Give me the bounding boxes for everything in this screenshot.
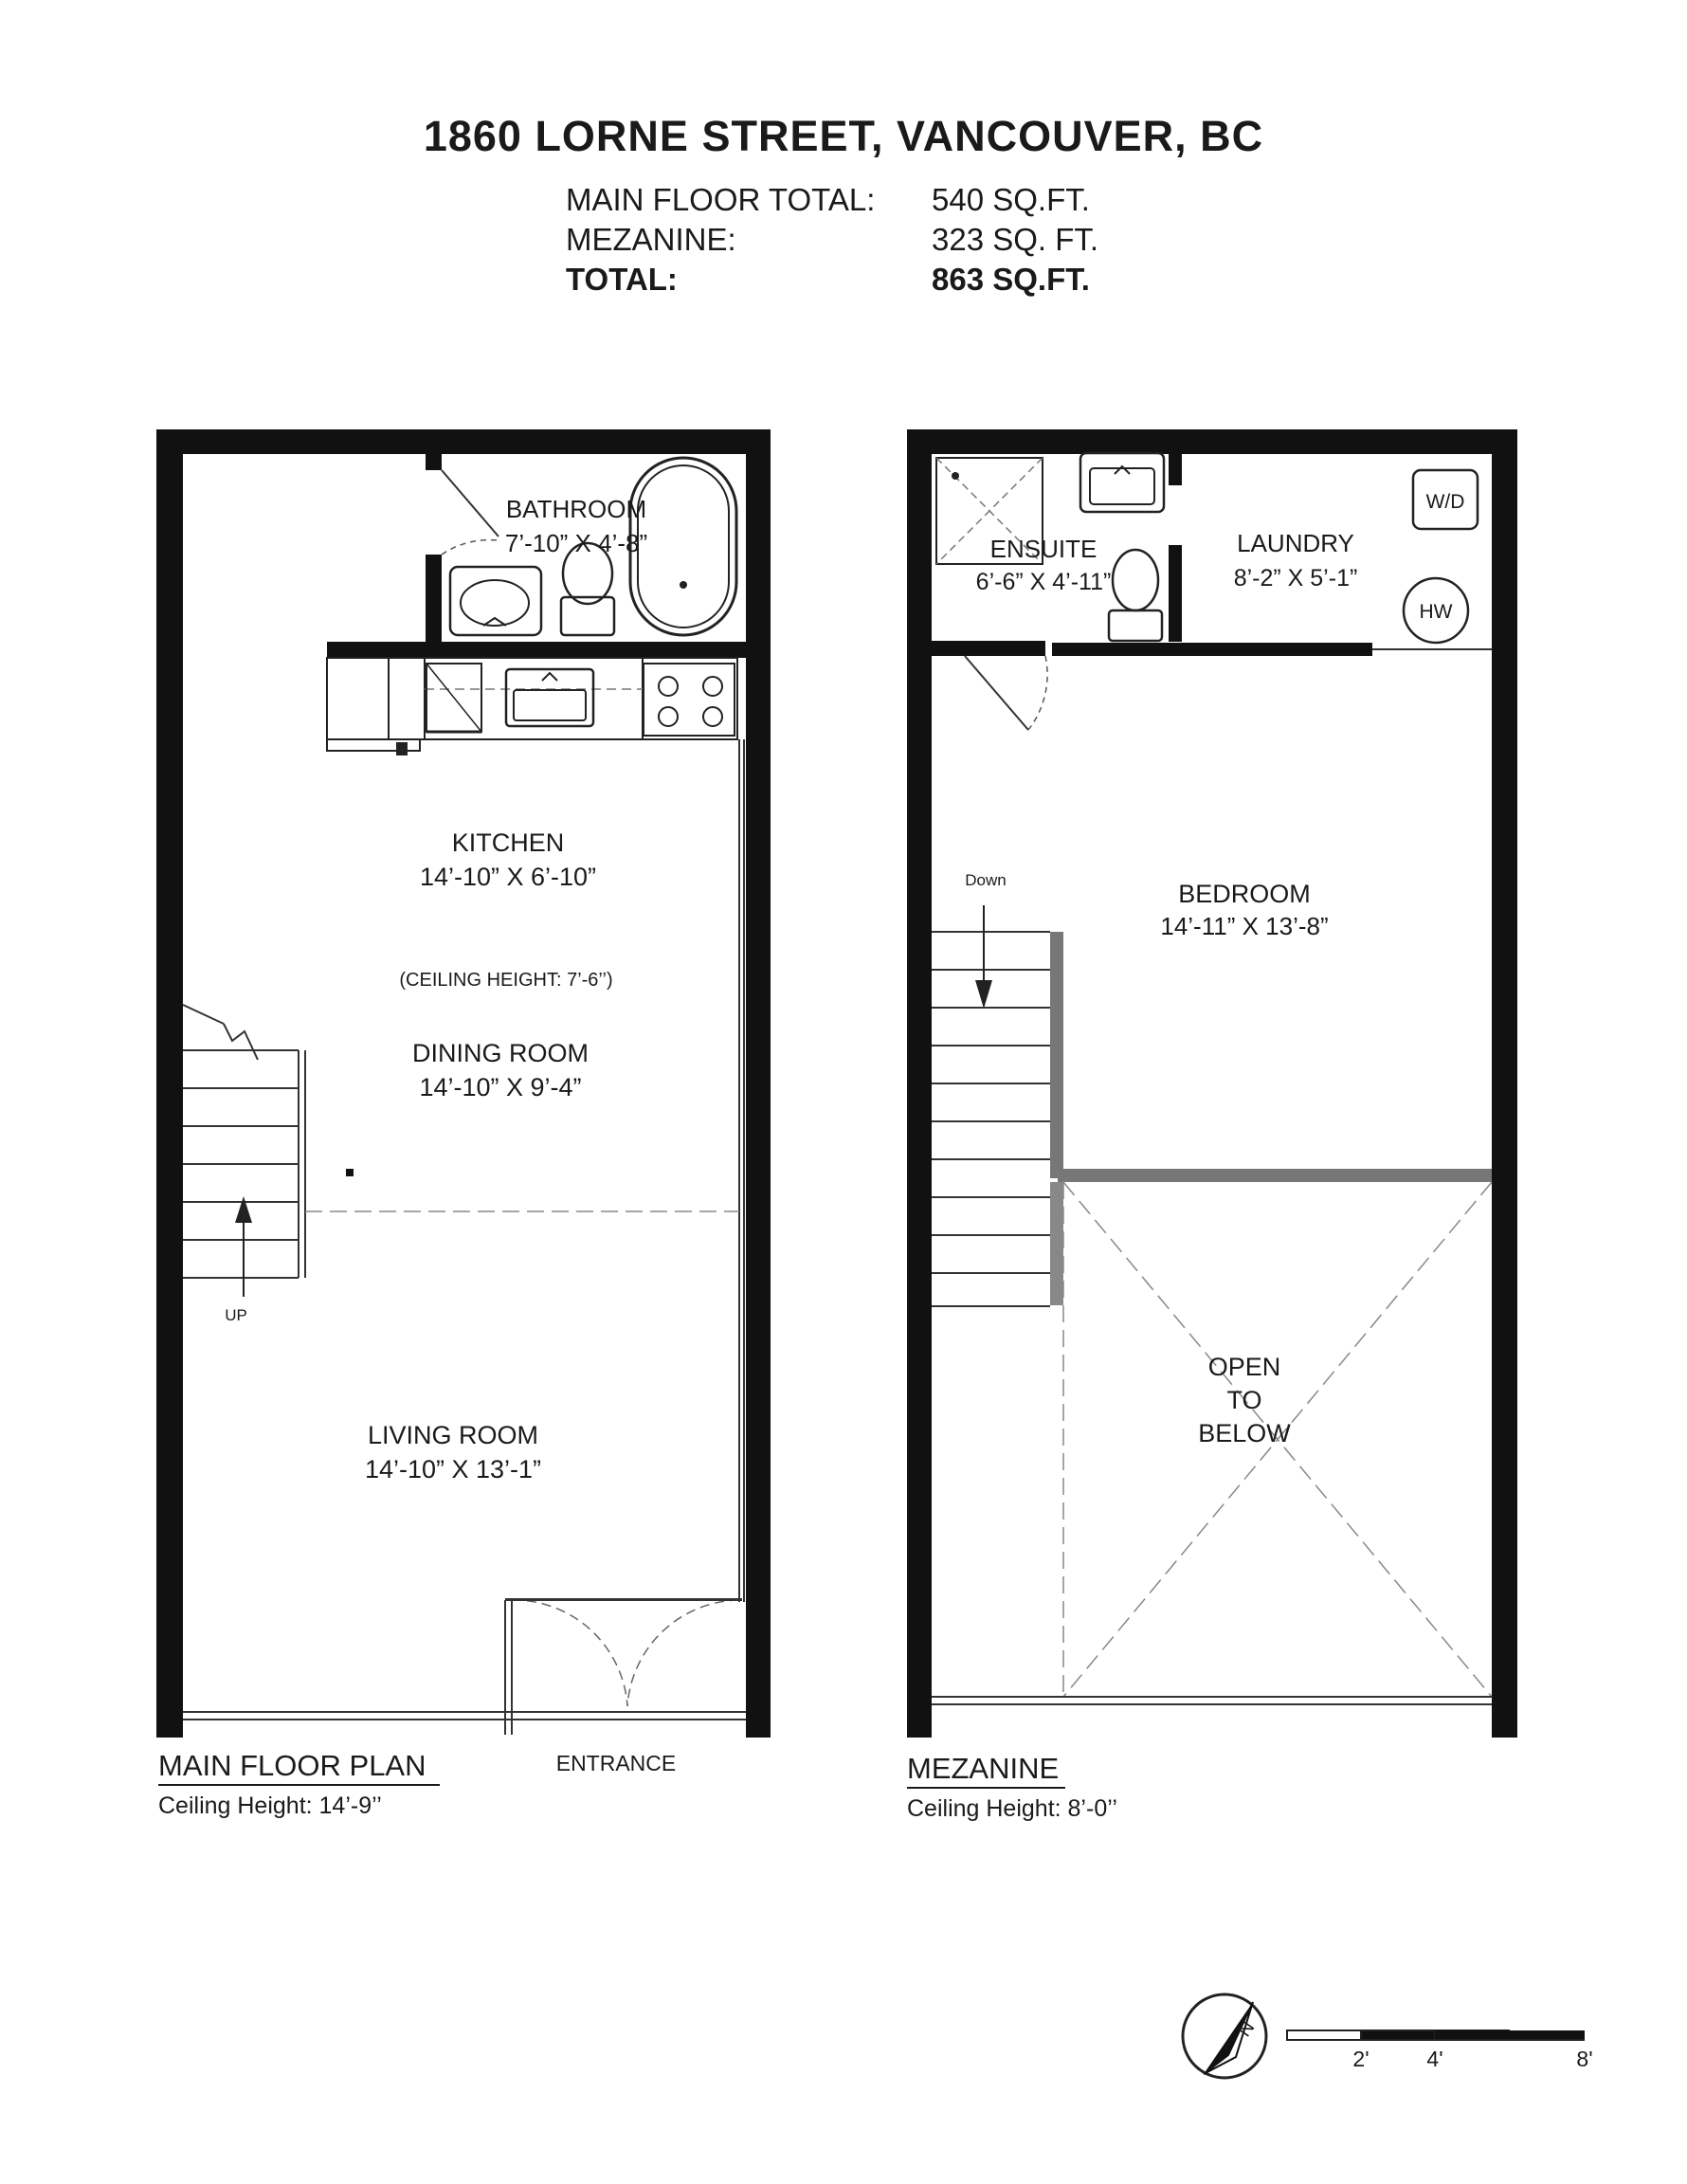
bathroom-wall (426, 555, 442, 643)
mezz-staircase (932, 932, 1050, 1306)
kitchen-name: KITCHEN (451, 828, 565, 857)
main-floor-ceiling-height: Ceiling Height: 14’-9’’ (158, 1793, 382, 1819)
ensuite-door-swing (1028, 656, 1047, 730)
bathroom-dims: 7’-10” X 4’-8” (504, 529, 648, 557)
area-label: MEZANINE: (566, 222, 736, 257)
ensuite-sink (1080, 453, 1164, 512)
stair-rail-upper (1050, 932, 1063, 1178)
page-title: 1860 LORNE STREET, VANCOUVER, BC (423, 112, 1264, 160)
fridge-handle (396, 742, 408, 755)
bedroom-top-wall (1052, 643, 1372, 656)
kitchen-faucet-icon (542, 673, 557, 681)
stair-up-arrowhead (235, 1196, 252, 1223)
area-value: 540 SQ.FT. (932, 182, 1090, 217)
kitchen-sink (506, 669, 593, 726)
bathtub-drain (680, 581, 687, 589)
burner-icon (703, 707, 722, 726)
bathroom-door-swing (442, 540, 498, 555)
open-below-line: OPEN (1207, 1353, 1281, 1381)
bathroom-wall-stub (426, 453, 442, 470)
bathroom-door (442, 470, 499, 537)
laundry-dims: 8’-2” X 5’-1” (1233, 565, 1358, 592)
open-below-line: TO (1226, 1386, 1262, 1414)
bedroom-bottom-rail (1058, 1169, 1492, 1182)
scale-label: 8' (1576, 2047, 1593, 2071)
washer-dryer-label: W/D (1425, 491, 1465, 513)
entrance-door-swing-right (627, 1600, 739, 1706)
stair-down-arrowhead (975, 980, 992, 1009)
entrance-door-swing-left (512, 1600, 627, 1706)
scale-label: 4' (1426, 2047, 1443, 2071)
ensuite-laundry-wall (1169, 545, 1182, 642)
area-value: 863 SQ.FT. (932, 262, 1090, 297)
dining-room-name: DINING ROOM (412, 1039, 589, 1067)
kitchen-sink-basin (514, 690, 586, 720)
ensuite-door (965, 656, 1028, 730)
shower-drain (952, 472, 959, 480)
stove (644, 664, 735, 736)
stair-down-label: Down (965, 871, 1007, 889)
ensuite-dims: 6’-6” X 4’-11” (975, 569, 1112, 595)
column-marker (346, 1169, 354, 1176)
bathroom-faucet-icon (483, 618, 506, 626)
main-top-wall (156, 429, 771, 454)
stair-up-label: UP (225, 1306, 247, 1324)
ceiling-height-note: (CEILING HEIGHT: 7’-6’’) (399, 970, 613, 991)
compass-north-label: N (1234, 2017, 1260, 2041)
scale-label: 2' (1352, 2047, 1370, 2071)
mezz-left-wall (907, 429, 932, 1738)
ensuite-toilet-tank (1109, 610, 1162, 641)
kitchen-dims: 14’-10” X 6’-10” (419, 863, 597, 891)
burner-icon (659, 677, 678, 696)
scale-bar-segment (1287, 2030, 1361, 2040)
bathtub-inner (638, 465, 729, 628)
ensuite-toilet-bowl (1113, 550, 1158, 610)
area-value: 323 SQ. FT. (932, 222, 1099, 257)
mezz-top-wall (907, 429, 1517, 454)
bathroom-name: BATHROOM (505, 495, 647, 523)
mezz-right-wall (1492, 429, 1517, 1738)
living-room-dims: 14’-10” X 13’-1” (364, 1455, 542, 1483)
ensuite-basin (1090, 468, 1154, 504)
mezzanine-plan (907, 429, 1517, 1822)
entrance-label: ENTRANCE (555, 1751, 677, 1775)
dishwasher-cross (426, 664, 481, 732)
area-label: TOTAL: (566, 262, 678, 297)
main-floor-plan-title: MAIN FLOOR PLAN (158, 1749, 426, 1782)
ensuite-wall-stub (1169, 453, 1182, 485)
hot-water-label: HW (1419, 601, 1453, 623)
burner-icon (703, 677, 722, 696)
bedroom-name: BEDROOM (1178, 880, 1311, 908)
mezzanine-ceiling-height: Ceiling Height: 8’-0’’ (907, 1795, 1117, 1822)
legend (1183, 1994, 1593, 2078)
main-right-wall (746, 429, 771, 1738)
main-floor-plan (156, 429, 771, 1819)
scale-bar-segment (1361, 2030, 1435, 2040)
burner-icon (659, 707, 678, 726)
ensuite-name: ENSUITE (989, 535, 1097, 563)
area-label: MAIN FLOOR TOTAL: (566, 182, 876, 217)
bedroom-dims: 14’-11” X 13’-8” (1160, 912, 1329, 940)
mezzanine-plan-title: MEZANINE (907, 1752, 1060, 1785)
entrance-header (505, 1598, 742, 1601)
ensuite-bottom-wall (932, 641, 1045, 656)
scale-bar-segment (1435, 2030, 1585, 2040)
laundry-name: LAUNDRY (1237, 529, 1354, 557)
compass-needle-icon (1204, 2002, 1253, 2074)
main-left-wall (156, 429, 183, 1738)
bathroom-bottom-wall (327, 642, 747, 658)
living-room-name: LIVING ROOM (367, 1421, 539, 1449)
open-below-line: BELOW (1198, 1419, 1291, 1447)
stair-rail-lower (1050, 1182, 1063, 1305)
dining-room-dims: 14’-10” X 9’-4” (419, 1073, 582, 1101)
